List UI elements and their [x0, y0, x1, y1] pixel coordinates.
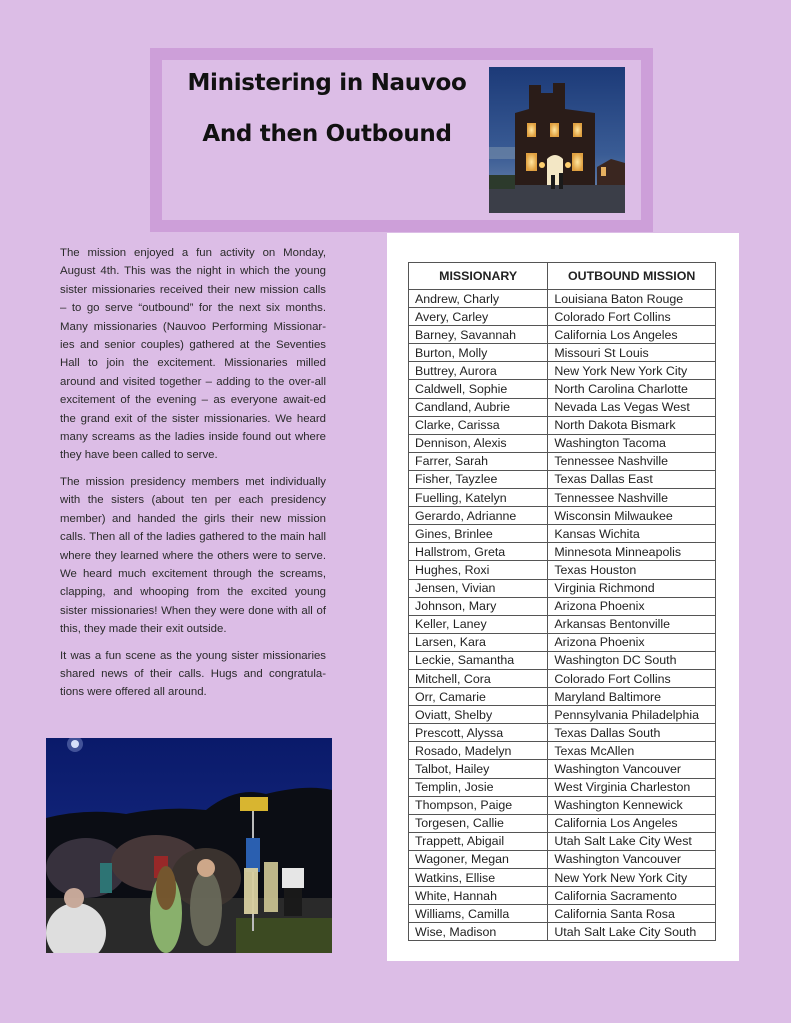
outbound-mission-cell: Washington Vancouver [548, 850, 716, 868]
outbound-missions-table [408, 262, 716, 941]
missionary-name-cell: Barney, Savannah [409, 326, 548, 344]
missionary-name-cell: Prescott, Alyssa [409, 724, 548, 742]
missionary-name-cell: Keller, Laney [409, 615, 548, 633]
table-body [409, 290, 716, 941]
outbound-mission-cell: Arizona Phoenix [548, 633, 716, 651]
outbound-mission-cell: Minnesota Minneapolis [548, 543, 716, 561]
outbound-mission-cell: Louisiana Baton Rouge [548, 290, 716, 308]
table-row [409, 489, 716, 507]
outbound-mission-cell: Colorado Fort Collins [548, 669, 716, 687]
table-row [409, 525, 716, 543]
missionary-name-cell: Larsen, Kara [409, 633, 548, 651]
table-row [409, 507, 716, 525]
missionary-name-cell: White, Hannah [409, 887, 548, 905]
outbound-mission-cell: New York New York City [548, 869, 716, 887]
table-row [409, 633, 716, 651]
outbound-mission-cell: Nevada Las Vegas West [548, 398, 716, 416]
missionary-name-cell: Williams, Camilla [409, 905, 548, 923]
outbound-mission-cell: North Carolina Charlotte [548, 380, 716, 398]
table-row [409, 308, 716, 326]
outbound-mission-cell: Missouri St Louis [548, 344, 716, 362]
missionary-name-cell: Burton, Molly [409, 344, 548, 362]
missionary-name-cell: Andrew, Charly [409, 290, 548, 308]
column-header-missionary: MISSIONARY [409, 263, 548, 290]
article-paragraph: The mission enjoyed a fun activity on Monday, August 4th. This was the night in which the young sister missionaries received their new mission calls – to go serve “outbound” for the next six months. Many missionaries (Nauvoo Performing Missionar-ies and senior couples) gathered at the Seventies Hall to join the excitement. Missionaries milled around and visited together – adding to the over-all excitement of the evening – as everyone await-ed the grand exit of the sister missionaries. We heard many screams as the ladies inside found out where they have been called to serve. [60, 247, 326, 462]
crowd-photo [46, 738, 332, 953]
table-row [409, 887, 716, 905]
table-row [409, 814, 716, 832]
table-row [409, 398, 716, 416]
missionary-name-cell: Wise, Madison [409, 923, 548, 941]
outbound-mission-cell: Arkansas Bentonville [548, 615, 716, 633]
missionary-name-cell: Fisher, Tayzlee [409, 470, 548, 488]
missionary-name-cell: Mitchell, Cora [409, 669, 548, 687]
outbound-mission-cell: Tennessee Nashville [548, 452, 716, 470]
table-header-row [409, 263, 716, 290]
missionary-name-cell: Gerardo, Adrianne [409, 507, 548, 525]
column-header-outbound-mission: OUTBOUND MISSION [548, 263, 716, 290]
article-body [60, 244, 326, 710]
table-row [409, 434, 716, 452]
outbound-mission-cell: Texas Houston [548, 561, 716, 579]
page-title-line-2: And then Outbound [202, 121, 452, 147]
seventies-hall-photo [489, 67, 625, 213]
missionary-name-cell: Avery, Carley [409, 308, 548, 326]
missionary-name-cell: Torgesen, Callie [409, 814, 548, 832]
missionary-name-cell: Watkins, Ellise [409, 869, 548, 887]
table-row [409, 651, 716, 669]
table-row [409, 543, 716, 561]
missionary-name-cell: Wagoner, Megan [409, 850, 548, 868]
outbound-mission-cell: California Sacramento [548, 887, 716, 905]
outbound-mission-cell: Utah Salt Lake City South [548, 923, 716, 941]
outbound-mission-cell: Virginia Richmond [548, 579, 716, 597]
missionary-name-cell: Fuelling, Katelyn [409, 489, 548, 507]
missionary-name-cell: Clarke, Carissa [409, 416, 548, 434]
missionary-name-cell: Farrer, Sarah [409, 452, 548, 470]
table-row [409, 561, 716, 579]
outbound-mission-cell: Utah Salt Lake City West [548, 832, 716, 850]
missionary-name-cell: Rosado, Madelyn [409, 742, 548, 760]
outbound-mission-cell: Colorado Fort Collins [548, 308, 716, 326]
table-row [409, 832, 716, 850]
title-banner [150, 48, 653, 232]
outbound-mission-cell: New York New York City [548, 362, 716, 380]
table-row [409, 778, 716, 796]
missionary-name-cell: Hallstrom, Greta [409, 543, 548, 561]
table-row [409, 326, 716, 344]
table-row [409, 724, 716, 742]
outbound-mission-cell: Maryland Baltimore [548, 688, 716, 706]
outbound-mission-cell: California Los Angeles [548, 814, 716, 832]
missionary-name-cell: Caldwell, Sophie [409, 380, 548, 398]
missionary-name-cell: Candland, Aubrie [409, 398, 548, 416]
outbound-mission-cell: Washington Tacoma [548, 434, 716, 452]
table-row [409, 742, 716, 760]
table-row [409, 615, 716, 633]
outbound-mission-cell: Washington DC South [548, 651, 716, 669]
missionary-name-cell: Gines, Brinlee [409, 525, 548, 543]
table-row [409, 796, 716, 814]
outbound-mission-cell: West Virginia Charleston [548, 778, 716, 796]
table-row [409, 760, 716, 778]
missionary-name-cell: Trappett, Abigail [409, 832, 548, 850]
title-banner-inner [162, 60, 641, 220]
outbound-mission-cell: Kansas Wichita [548, 525, 716, 543]
table-row [409, 706, 716, 724]
table-row [409, 362, 716, 380]
page-title-line-1: Ministering in Nauvoo [187, 70, 467, 96]
table-row [409, 344, 716, 362]
table-row [409, 380, 716, 398]
missionary-name-cell: Thompson, Paige [409, 796, 548, 814]
table-row [409, 416, 716, 434]
missionary-name-cell: Templin, Josie [409, 778, 548, 796]
table-row [409, 470, 716, 488]
table-row [409, 923, 716, 941]
outbound-mission-cell: Washington Vancouver [548, 760, 716, 778]
outbound-mission-cell: Wisconsin Milwaukee [548, 507, 716, 525]
article-paragraph: The mission presidency members met individually with the sisters (about ten per each presidency member) and handed the girls their new mission calls. Then all of the ladies gathered to the main hall where they learned where the others were to serve. We heard much excitement through the screams, clapping, and whooping from the excited young sister missionaries! When they were done with all of this, they made their exit outside. [60, 475, 326, 636]
table-row [409, 290, 716, 308]
outbound-mission-cell: North Dakota Bismark [548, 416, 716, 434]
missionary-name-cell: Jensen, Vivian [409, 579, 548, 597]
table-row [409, 452, 716, 470]
table-row [409, 597, 716, 615]
missionary-name-cell: Talbot, Hailey [409, 760, 548, 778]
outbound-mission-cell: Tennessee Nashville [548, 489, 716, 507]
article-paragraph: It was a fun scene as the young sister missionaries shared news of their calls. Hugs and congratula-tions were offered all around. [60, 649, 326, 699]
outbound-mission-cell: Texas Dallas East [548, 470, 716, 488]
missionary-name-cell: Leckie, Samantha [409, 651, 548, 669]
missionary-name-cell: Oviatt, Shelby [409, 706, 548, 724]
outbound-mission-cell: Washington Kennewick [548, 796, 716, 814]
table-row [409, 869, 716, 887]
missionary-name-cell: Orr, Camarie [409, 688, 548, 706]
outbound-mission-cell: Arizona Phoenix [548, 597, 716, 615]
table-row [409, 688, 716, 706]
table-row [409, 850, 716, 868]
outbound-mission-cell: Texas Dallas South [548, 724, 716, 742]
table-row [409, 579, 716, 597]
outbound-mission-cell: Texas McAllen [548, 742, 716, 760]
outbound-mission-cell: California Los Angeles [548, 326, 716, 344]
missionary-name-cell: Dennison, Alexis [409, 434, 548, 452]
outbound-missions-panel [387, 233, 739, 961]
table-row [409, 669, 716, 687]
missionary-name-cell: Buttrey, Aurora [409, 362, 548, 380]
outbound-mission-cell: California Santa Rosa [548, 905, 716, 923]
table-row [409, 905, 716, 923]
missionary-name-cell: Johnson, Mary [409, 597, 548, 615]
missionary-name-cell: Hughes, Roxi [409, 561, 548, 579]
outbound-mission-cell: Pennsylvania Philadelphia [548, 706, 716, 724]
